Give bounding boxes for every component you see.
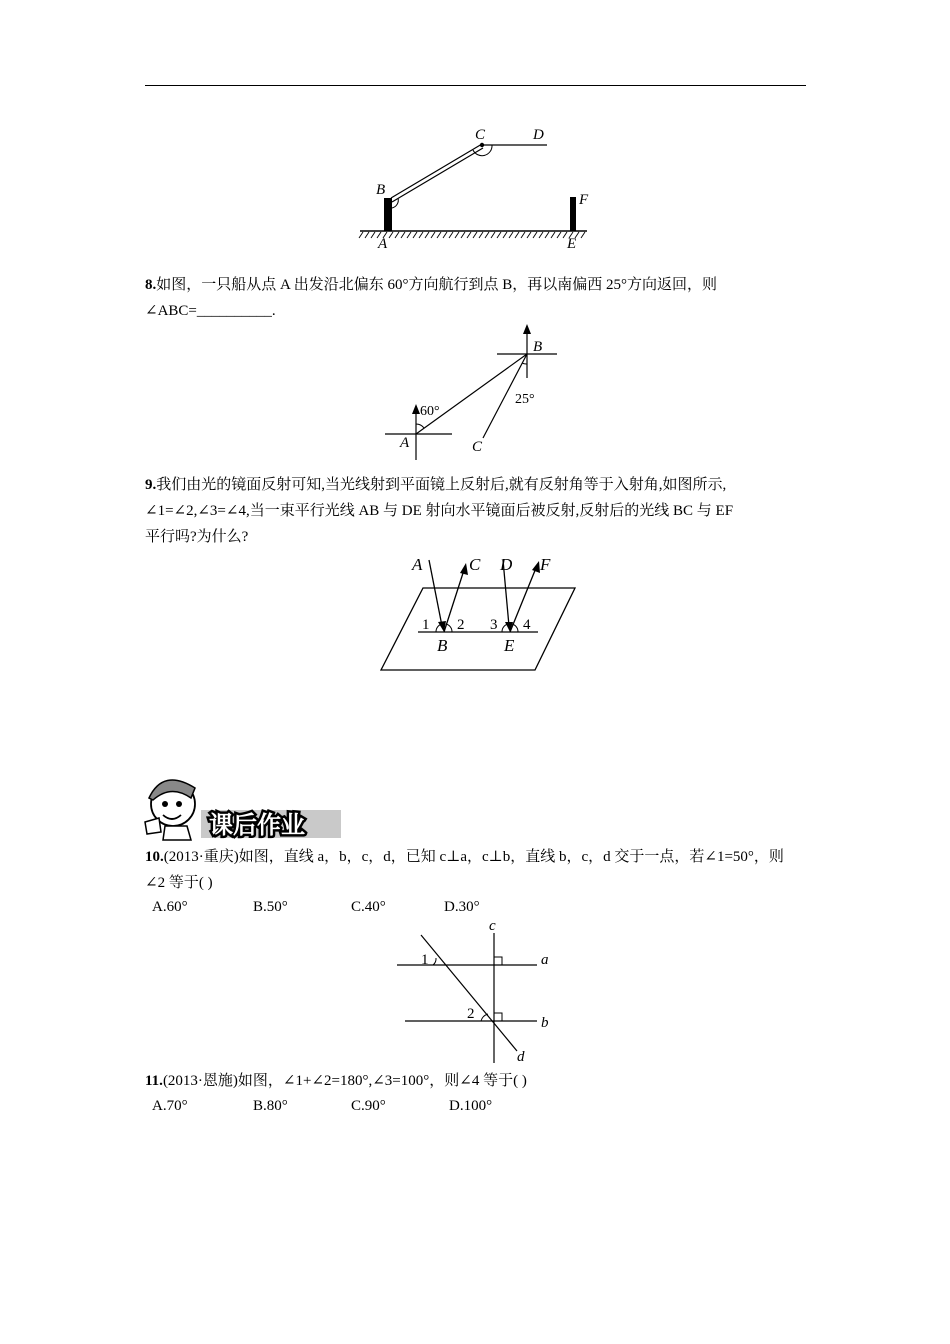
q9-number: 9. <box>145 477 157 493</box>
banner-title: 课后作业 <box>209 811 305 839</box>
q9-text1: 我们由光的镜面反射可知,当光线射到平面镜上反射后,就有反射角等于入射角,如图所示, <box>156 477 727 493</box>
figure-parallel-lines <box>395 915 565 1065</box>
q8-angle-60: 60° <box>420 404 440 419</box>
figure-ship-bearing <box>380 320 570 460</box>
q9-label-f: F <box>540 555 551 574</box>
q9-line1 <box>145 472 726 498</box>
q10-angle-1: 1 <box>421 952 429 968</box>
q10-angle-2: 2 <box>467 1006 475 1022</box>
q8-text1: 如图，一只船从点 A 出发沿北偏东 60°方向航行到点 B，再以南偏西 25°方向返回，则 <box>156 277 718 293</box>
q8-label-b: B <box>533 339 543 355</box>
q11-number: 11. <box>145 1073 163 1089</box>
q10-option-c[interactable]: C.40° <box>351 899 386 915</box>
q8-number: 8. <box>145 277 157 293</box>
q9-angle-4: 4 <box>523 617 531 633</box>
q11-line1 <box>145 1068 527 1094</box>
q10-line2: ∠2 等于( ) <box>145 875 213 891</box>
q8-label-c: C <box>472 439 483 455</box>
fig1-label-f: F <box>579 192 589 208</box>
homework-banner <box>143 770 343 842</box>
q10-number: 10. <box>145 849 164 865</box>
q10-line1 <box>145 844 784 870</box>
q8-line1 <box>145 272 717 298</box>
q10-option-b[interactable]: B.50° <box>253 899 288 915</box>
figure-mirror-reflection <box>378 548 578 673</box>
q8-label-a: A <box>400 435 410 451</box>
q9-label-e: E <box>504 636 515 655</box>
fig1-label-a: A <box>378 236 388 252</box>
q11-option-b[interactable]: B.80° <box>253 1098 288 1114</box>
fig1-label-c: C <box>475 127 486 143</box>
q9-line3: 平行吗?为什么? <box>145 529 249 545</box>
q11-option-c[interactable]: C.90° <box>351 1098 386 1114</box>
q11-option-a[interactable]: A.70° <box>152 1098 188 1114</box>
q9-angle-3: 3 <box>490 617 498 633</box>
q10-option-d[interactable]: D.30° <box>444 899 480 915</box>
q9-label-b: B <box>437 636 448 655</box>
q10-label-a: a <box>541 952 549 968</box>
fig1-label-e: E <box>567 236 577 252</box>
fig1-label-b: B <box>376 182 386 198</box>
cartoon-boy-icon <box>143 770 343 842</box>
q9-label-a: A <box>412 555 423 574</box>
q11-text1: (2013·恩施)如图，∠1+∠2=180°,∠3=100°，则∠4 等于( ) <box>162 1073 527 1089</box>
q10-option-a[interactable]: A.60° <box>152 899 188 915</box>
fig1-label-d: D <box>533 127 544 143</box>
q10-label-c: c <box>489 918 496 934</box>
q9-label-d: D <box>500 555 513 574</box>
q10-label-d: d <box>517 1049 525 1065</box>
q10-text1: (2013·重庆)如图，直线 a，b，c，d，已知 c⊥a，c⊥b，直线 b，c，d 交于一点，若∠1=50°，则 <box>163 849 784 865</box>
q11-option-d[interactable]: D.100° <box>449 1098 493 1114</box>
q9-line2: ∠1=∠2,∠3=∠4,当一束平行光线 AB 与 DE 射向水平镜面后被反射,反射后的光线 BC 与 EF <box>145 503 734 519</box>
q8-angle-25: 25° <box>515 392 535 407</box>
q9-angle-1: 1 <box>422 617 430 633</box>
figure-ramp <box>355 120 595 255</box>
q10-label-b: b <box>541 1015 549 1031</box>
q9-label-c: C <box>469 555 481 574</box>
header-rule <box>145 85 806 86</box>
q9-angle-2: 2 <box>457 617 465 633</box>
q8-line2: ∠ABC=__________. <box>145 303 276 319</box>
